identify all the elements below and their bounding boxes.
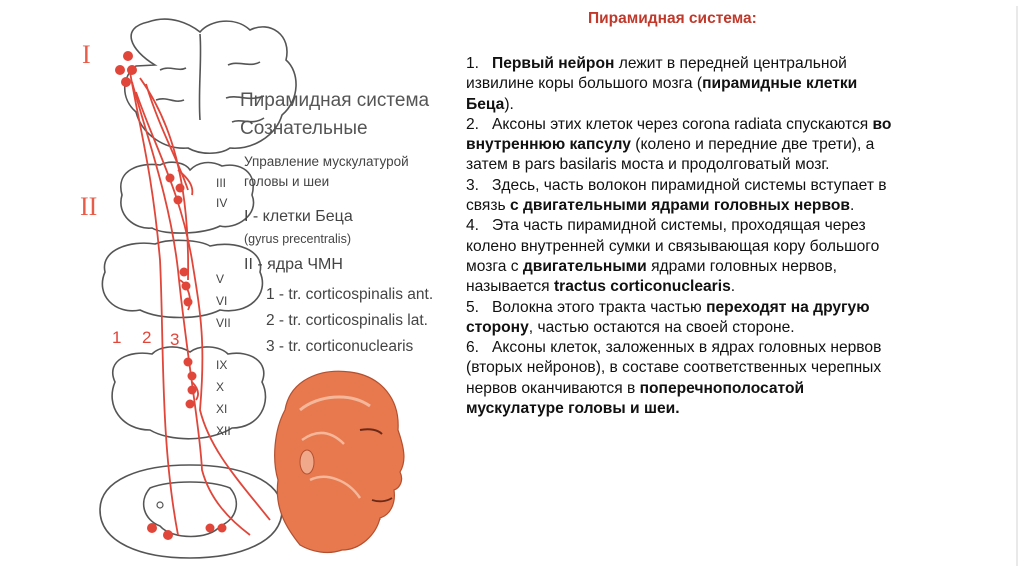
text-run: Здесь, часть волокон пирамидной системы вступает в связь [466, 176, 887, 215]
text-run: лежит в передней центральной извилине коры большого мозга ( [466, 55, 847, 93]
nerve-label-XII: XII [216, 424, 231, 438]
nerve-label-III: III [216, 176, 227, 190]
slide-title: Пирамидная система: [588, 10, 757, 27]
paragraph-number: 6. [466, 339, 493, 357]
paragraph-number: 3. [466, 176, 493, 194]
legend-betz-note: (gyrus precentralis) [244, 232, 351, 246]
legend-betz-cells: I - клетки Беца [244, 208, 353, 225]
paragraph-6 [466, 338, 906, 419]
text-run: Аксоны клеток, заложенных в ядрах головных нервов (вторых нейронов), в составе соответственных черепных нервов оканчиваются в [466, 339, 882, 397]
nerve-label-X: X [216, 380, 225, 394]
legend-tract-2: 2 - tr. corticospinalis lat. [266, 312, 428, 329]
text-run: Эта часть пирамидной системы, проходящая через колено внутренней сумки и связывающая кору большого мозга с [466, 217, 880, 275]
bold-text: переходят на другую сторону [466, 298, 870, 336]
nerve-label-XI: XI [216, 402, 228, 416]
text-run: ). [504, 95, 514, 113]
bold-text: пирамидные клетки Беца [466, 75, 858, 113]
diagram-heading: Пирамидная система [240, 90, 430, 111]
paragraph-number: 4. [466, 217, 493, 235]
text-run: Аксоны этих клеток через corona radiata спускаются [492, 115, 873, 133]
nerve-label-IV: IV [216, 196, 228, 210]
paragraph-4 [466, 216, 906, 297]
nerve-label-IX: IX [216, 358, 228, 372]
tract-number-2: 2 [142, 328, 152, 347]
text-run: . [849, 197, 855, 215]
nerve-label-V: V [216, 272, 225, 286]
text-run: ядрами головных нервов, называется [466, 257, 837, 296]
paragraph-1 [466, 54, 906, 115]
text-run: . [730, 278, 736, 296]
paragraph-5 [466, 298, 906, 339]
tract-number-1: 1 [112, 328, 122, 347]
paragraph-number: 5. [466, 298, 493, 316]
text-run: , частью остаются на своей стороне. [528, 318, 795, 336]
text-run: (колено и передние две трети), а затем в pars basilaris моста и продолговатый мозг. [466, 136, 875, 174]
nerve-label-VI: VI [216, 294, 228, 308]
bold-text: tractus corticonuclearis [553, 278, 731, 296]
legend-tract-1: 1 - tr. corticospinalis ant. [266, 286, 434, 303]
level-label-I: I [82, 40, 91, 69]
bold-text: Первый нейрон [492, 55, 615, 72]
central-canal [157, 502, 163, 508]
bold-text: поперечнополосатой мускулатуре головы и шеи. [466, 379, 805, 418]
text-run: Волокна этого тракта частью [492, 298, 707, 316]
level-label-II: II [80, 192, 98, 221]
pyramidal-system-diagram [60, 10, 450, 570]
slide-body-text [466, 54, 906, 419]
bold-text: с двигательными ядрами головных нервов [509, 197, 850, 215]
diagram-heading-sub: Сознательные [240, 118, 368, 139]
paragraph-number: 2. [466, 115, 493, 133]
neuron-cells [115, 51, 227, 540]
legend-nuclei: II - ядра ЧМН [244, 256, 343, 273]
diagram-subheading-2: головы и шеи [244, 174, 330, 189]
paragraph-number: 1. [466, 55, 493, 72]
slide-edge-divider [1016, 6, 1018, 566]
paragraph-2 [466, 115, 906, 176]
paragraph-3 [466, 176, 906, 217]
bold-text: двигательными [522, 257, 647, 275]
nerve-label-VII: VII [216, 316, 231, 330]
diagram-subheading: Управление мускулатурой [244, 154, 409, 169]
head-muscles-illustration [275, 371, 404, 552]
legend-tract-3: 3 - tr. corticonuclearis [266, 338, 414, 355]
tract-number-3: 3 [170, 330, 180, 349]
bold-text: во внутреннюю капсулу [466, 115, 892, 154]
